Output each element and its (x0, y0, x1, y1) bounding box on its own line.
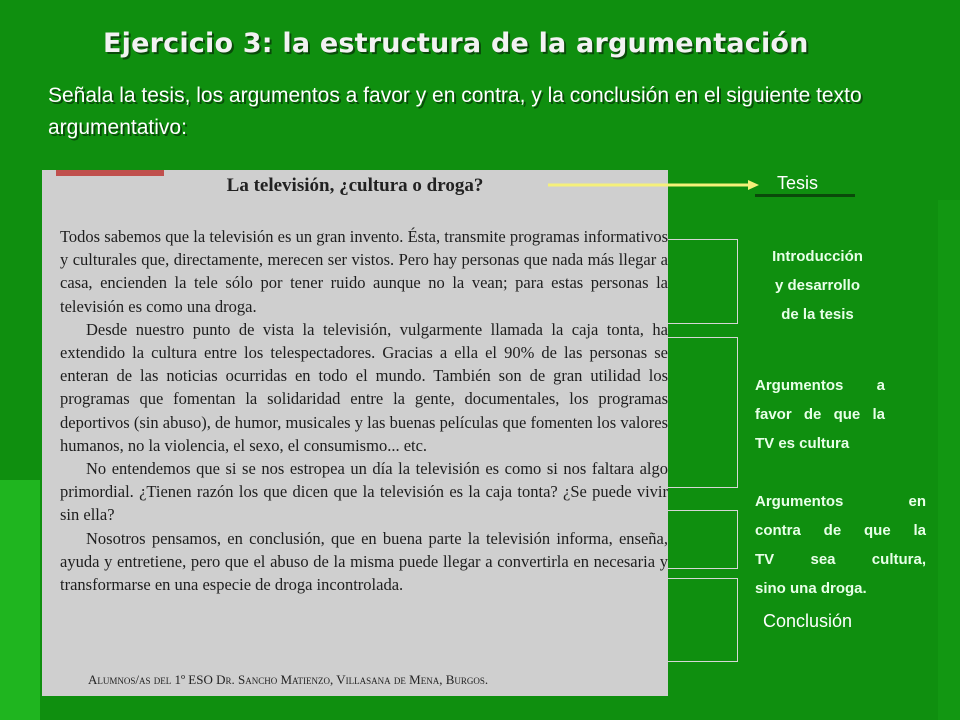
bracket-introduccion (668, 239, 738, 324)
tesis-arrow-icon (545, 174, 765, 198)
bracket-contra (668, 510, 738, 569)
label-contra-line: Argumentos en (755, 493, 926, 510)
tesis-underline (755, 194, 855, 197)
label-introduccion (750, 242, 885, 329)
slide-title: Ejercicio 3: la estructura de la argumentación (103, 28, 809, 59)
background-accent-left (0, 480, 40, 720)
label-favor-line: favor de que la (755, 406, 885, 423)
background-accent-right (938, 200, 960, 720)
label-contra-line: TV sea cultura, (755, 551, 926, 568)
label-contra-line: contra de que la (755, 522, 926, 539)
label-conclusion: Conclusión (763, 611, 853, 631)
document-paragraph-favor: Desde nuestro punto de vista la televisión, vulgarmente llamada la caja tonta, ha extendido la cultura entre los telespectadores. Gracias a ella el 90% de las personas se enteran de las noticias ocurridas en todo el mundo. También son de gran utilidad los programas que fomentan la solidaridad entre la gente, documentales, los programas deportivos (sin abuso), de humor, musicales y las buenas películas que fomenten los valores humanos, no la violencia, el sexo, el consumismo... etc. (60, 319, 668, 455)
label-argumentos-favor (755, 371, 885, 458)
scanned-text-document (42, 170, 668, 696)
label-contra-line: sino una droga. (755, 580, 867, 597)
document-paragraph-conclusion: Nosotros pensamos, en conclusión, que en buena parte la televisión informa, enseña, ayuda y entretiene, pero que el abuso de la misma puede llegar a convertirla en necesaria y transformarse en una especie de droga incontrolada. (60, 528, 668, 595)
document-body (60, 225, 668, 596)
document-signature: Alumnos/as del 1º ESO Dr. Sancho Matienzo, Villasana de Mena, Burgos. (88, 672, 489, 687)
label-introduccion-line: Introducción (772, 248, 863, 265)
document-paragraph-contra: No entendemos que si se nos estropea un día la televisión es como si nos faltara algo primordial. ¿Tienen razón los que dicen que la televisión es la caja tonta? ¿Se puede vivir sin ella? (60, 459, 668, 525)
slide-instructions: Señala la tesis, los argumentos a favor y en contra, y la conclusión en el siguiente texto argumentativo: (48, 84, 862, 139)
label-introduccion-line: de la tesis (781, 306, 854, 323)
document-title: La televisión, ¿cultura o droga? (226, 175, 484, 196)
label-favor-line: Argumentos a (755, 377, 885, 394)
bracket-conclusion (668, 578, 738, 662)
label-favor-line: TV es cultura (755, 435, 850, 452)
bracket-favor (668, 337, 738, 488)
document-paragraph-intro: Todos sabemos que la televisión es un gran invento. Ésta, transmite programas informativos y culturales que, directamente, merecen ser vistos. Pero hay personas que nada más llegar a casa, encienden la tele sólo por tener ruido aunque no la vean; para estas personas la televisión es como una droga. (60, 227, 668, 316)
label-tesis: Tesis (777, 173, 819, 193)
label-argumentos-contra (755, 487, 926, 603)
label-introduccion-line: y desarrollo (774, 277, 861, 294)
